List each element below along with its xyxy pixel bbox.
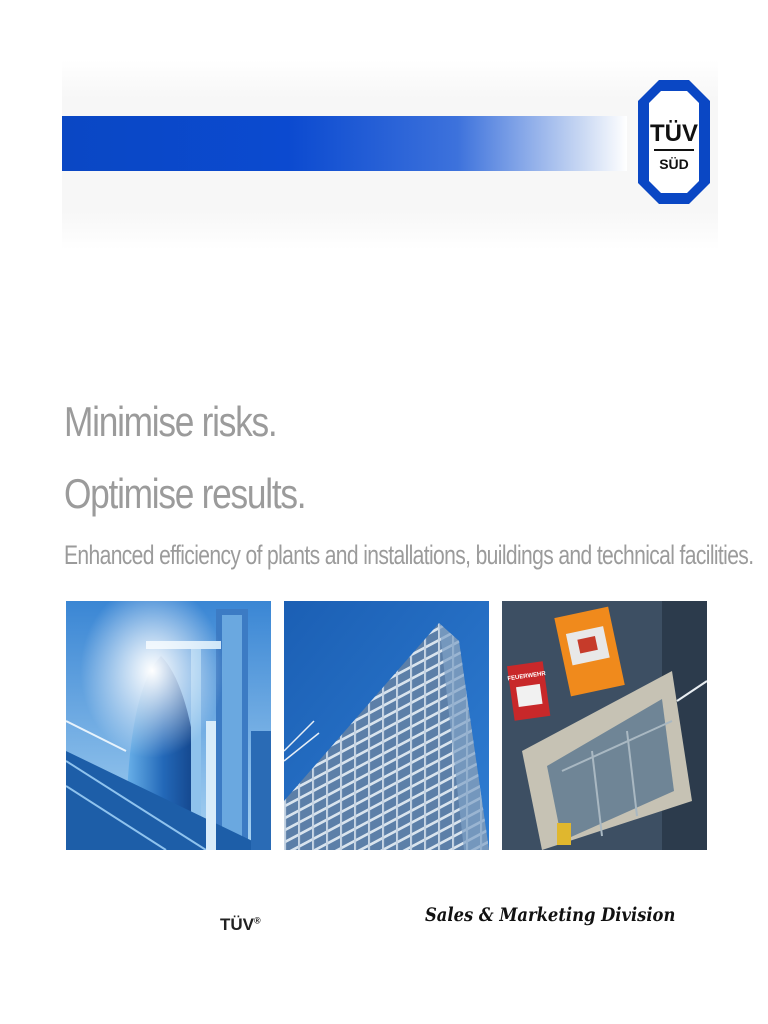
logo-text-bottom: SÜD	[659, 156, 689, 172]
logo-text-top: TÜV	[650, 120, 698, 147]
division-label: Sales & Marketing Division	[425, 904, 676, 926]
header-blue-bar	[62, 116, 627, 171]
tuv-sud-logo	[637, 79, 711, 205]
tuv-footer-text: TÜV	[220, 915, 254, 934]
fire-alarm-photo	[502, 601, 707, 850]
industrial-plant-photo	[66, 601, 271, 850]
headline	[64, 386, 305, 530]
feuerwehr-sign-text: FEUERWEHR	[507, 670, 547, 683]
subheadline: Enhanced efficiency of plants and installations, buildings and technical facilities.	[64, 540, 754, 570]
office-tower-photo	[284, 601, 489, 850]
headline-line-2: Optimise results.	[64, 470, 306, 517]
headline-line-1: Minimise risks.	[64, 398, 277, 445]
tuv-footer-mark	[220, 915, 261, 935]
registered-mark: ®	[254, 915, 261, 926]
